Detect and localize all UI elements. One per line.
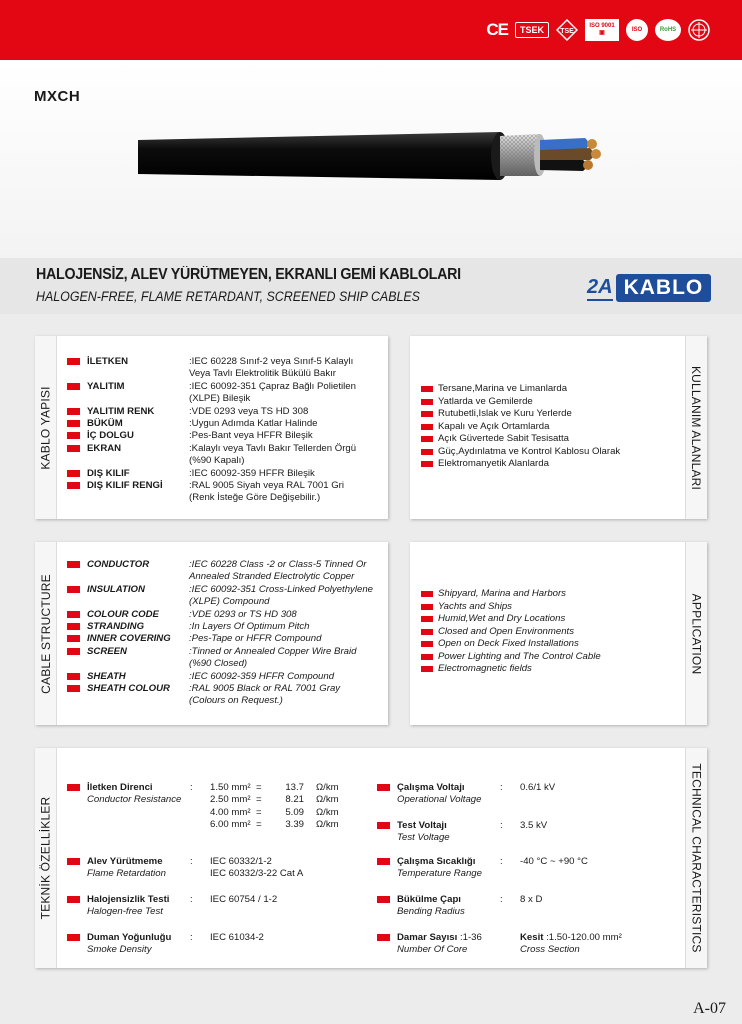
- usage-list-item: [438, 663, 601, 676]
- spec-label: EKRAN: [87, 442, 122, 454]
- bullet-marker: [377, 858, 390, 865]
- conductor-resistance-tr: İletken Direnci: [87, 782, 153, 793]
- svg-text:TSE: TSE: [560, 28, 574, 35]
- bullet-marker: [421, 399, 433, 405]
- usage-list-item: [438, 408, 620, 421]
- resistance-value: 8.21: [285, 794, 304, 806]
- usage-list-item: [438, 651, 601, 664]
- resistance-row: [210, 807, 339, 819]
- page-number: A-07: [693, 1000, 726, 1017]
- usage-text: Açık Güvertede Sabit Tesisatta: [438, 433, 570, 444]
- bullet-marker: [377, 784, 390, 791]
- bullet-marker: [67, 470, 80, 477]
- bullet-marker: [67, 623, 80, 630]
- resistance-value: 13.7: [285, 782, 304, 793]
- product-title-en: HALOGEN-FREE, FLAME RETARDANT, SCREENED SHIP CABLES: [36, 289, 420, 304]
- bullet-marker: [67, 383, 80, 390]
- bending-radius: [397, 894, 465, 919]
- rohs-badge: RoHS: [655, 19, 681, 41]
- resistance-row: [210, 782, 339, 794]
- smoke-value: IEC 61034-2: [210, 932, 264, 943]
- resistance-equals: =: [256, 794, 262, 806]
- bullet-marker: [67, 420, 80, 427]
- brand-number: 2A: [587, 276, 613, 301]
- spec-label: YALITIM RENK: [87, 405, 155, 417]
- spec-value: :Uygun Adımda Katlar Halinde: [189, 418, 318, 429]
- iso-circle-badge: ISO: [626, 19, 648, 41]
- iso9001-badge: ISO 9001 ▣: [585, 19, 619, 41]
- voltage-en: Operational Voltage: [397, 794, 482, 806]
- technical-panel: [35, 748, 707, 968]
- usage-list-item: [438, 626, 601, 639]
- test-voltage-value: 3.5 kV: [520, 820, 548, 831]
- spec-value: :IEC 60228 Sınıf-2 veya Sınıf-5 Kalaylı: [189, 356, 354, 367]
- spec-value: :Tinned or Annealed Copper Wire Braid: [189, 645, 357, 657]
- voltage-value: 0.6/1 kV: [520, 782, 556, 793]
- resistance-row: [210, 794, 339, 806]
- bullet-marker: [421, 436, 433, 442]
- spec-value: Veya Tavlı Elektrolitik Bükülü Bakır: [189, 368, 336, 380]
- flame-retardation: [87, 856, 166, 881]
- bullet-marker: [67, 445, 80, 452]
- temperature-tr: Çalışma Sıcaklığı: [397, 856, 476, 867]
- kablo-yapisi-side: [35, 336, 57, 519]
- smoke-en: Smoke Density: [87, 944, 152, 956]
- colon: :: [500, 856, 503, 867]
- resistance-table: [210, 782, 339, 832]
- spec-label: SHEATH: [87, 670, 126, 682]
- spec-value: (%90 Kapalı): [189, 455, 245, 467]
- cores-tr: Damar Sayısı: [397, 932, 458, 943]
- spec-label: SCREEN: [87, 645, 127, 657]
- spec-value: :VDE 0293 veya TS HD 308: [189, 405, 309, 417]
- ce-mark-icon: CE: [486, 20, 508, 39]
- resistance-row: [210, 819, 339, 831]
- colon: :: [190, 782, 193, 793]
- usage-text: Elektromanyetik Alanlarda: [438, 458, 549, 469]
- spec-value: :RAL 9005 Black or RAL 7001 Gray: [189, 683, 341, 694]
- tse-mark-icon: [556, 19, 578, 41]
- temperature-range: [397, 856, 482, 881]
- resistance-unit: Ω/km: [316, 819, 339, 831]
- bullet-marker: [67, 586, 80, 593]
- test-voltage: [397, 820, 450, 845]
- bullet-marker: [67, 561, 80, 568]
- bullet-marker: [421, 666, 433, 672]
- kullanim-alanlari-side: [685, 336, 707, 519]
- colon: :: [190, 894, 193, 905]
- test-voltage-en: Test Voltage: [397, 832, 450, 844]
- bending-tr: Bükülme Çapı: [397, 894, 461, 905]
- spec-label: DIŞ KILIF: [87, 467, 130, 479]
- section-tr: Kesit: [520, 932, 544, 943]
- bending-en: Bending Radius: [397, 906, 465, 918]
- technical-label-tr: TEKNİK ÖZELLİKLER: [38, 796, 53, 920]
- resistance-unit: Ω/km: [316, 782, 339, 793]
- usage-text: Rutubetli,Islak ve Kuru Yerlerde: [438, 408, 572, 419]
- kablo-yapisi-panel: [35, 336, 388, 519]
- brand-name: KABLO: [616, 274, 712, 302]
- certification-logos: [486, 19, 710, 41]
- number-of-core: [397, 932, 482, 957]
- application-side: [685, 542, 707, 725]
- technical-side-left: [35, 748, 57, 968]
- smoke-tr: Duman Yoğunluğu: [87, 932, 172, 943]
- spec-label: YALITIM: [87, 380, 125, 392]
- section-en: Cross Section: [520, 944, 580, 956]
- spec-value: (Colours on Request.): [189, 695, 283, 707]
- spec-value: :IEC 60092-351 Çapraz Bağlı Polietilen: [189, 380, 356, 392]
- usage-text: Tersane,Marina ve Limanlarda: [438, 383, 568, 394]
- product-title-tr: HALOJENSİZ, ALEV YÜRÜTMEYEN, EKRANLI GEMİ KABLOLARI: [36, 266, 461, 283]
- usage-text: Electromagnetic fields: [438, 663, 532, 674]
- bullet-marker: [67, 482, 80, 489]
- technical-label-en: TECHNICAL CHARACTERISTICS: [689, 763, 704, 953]
- bullet-marker: [421, 641, 433, 647]
- usage-list-item: [438, 446, 620, 459]
- spec-value: :Pes-Bant veya HFFR Bileşik: [189, 430, 313, 442]
- flame-values: [210, 856, 303, 881]
- technical-side-right: [685, 748, 707, 968]
- resistance-value: 3.39: [285, 819, 304, 831]
- bullet-marker: [421, 449, 433, 455]
- cross-section: [520, 932, 622, 957]
- usage-list-item: [438, 613, 601, 626]
- spec-value: :Pes-Tape or HFFR Compound: [189, 633, 322, 645]
- bullet-marker: [421, 654, 433, 660]
- bullet-marker: [421, 424, 433, 430]
- bullet-marker: [67, 934, 80, 941]
- bullet-marker: [67, 858, 80, 865]
- usage-text: Power Lighting and The Control Cable: [438, 650, 601, 662]
- cable-illustration: [0, 60, 742, 260]
- bullet-marker: [67, 611, 80, 618]
- conductor-resistance-en: Conductor Resistance: [87, 794, 182, 806]
- bullet-marker: [67, 408, 80, 415]
- spec-label: İLETKEN: [87, 356, 129, 367]
- flame-value-1: IEC 60332/1-2: [210, 856, 272, 867]
- flame-en: Flame Retardation: [87, 868, 166, 880]
- halogen-en: Halogen-free Test: [87, 906, 163, 918]
- usage-list-item: [438, 638, 601, 651]
- temperature-value: -40 °C ~ +90 °C: [520, 856, 588, 867]
- spec-label: SHEATH COLOUR: [87, 683, 170, 694]
- colon: :: [500, 782, 503, 793]
- spec-value: (%90 Closed): [189, 658, 248, 670]
- flame-value-2: IEC 60332/3-22 Cat A: [210, 868, 304, 880]
- bullet-marker: [67, 673, 80, 680]
- bullet-marker: [421, 629, 433, 635]
- spec-label: İÇ DOLGU: [87, 430, 134, 442]
- kullanim-alanlari-panel: [410, 336, 707, 519]
- kullanim-alanlari-label: KULLANIM ALANLARI: [689, 365, 704, 490]
- usage-list-item: [438, 588, 601, 601]
- bullet-marker: [421, 604, 433, 610]
- usage-text: Shipyard, Marina and Harbors: [438, 588, 566, 599]
- resistance-size: 1.50 mm²: [210, 782, 251, 793]
- bullet-marker: [67, 635, 80, 642]
- temperature-en: Temperature Range: [397, 868, 482, 880]
- model-name: MXCH: [34, 88, 81, 105]
- usage-list-item: [438, 601, 601, 614]
- resistance-size: 2.50 mm²: [210, 794, 251, 806]
- halogen-tr: Halojensizlik Testi: [87, 894, 170, 905]
- kablo-yapisi-label: KABLO YAPISI: [38, 385, 53, 470]
- usage-text: Closed and Open Environments: [438, 625, 574, 637]
- spec-value: :In Layers Of Optimum Pitch: [189, 621, 310, 632]
- tsek-mark: TSEK: [515, 22, 549, 38]
- usage-list-item: [438, 383, 620, 396]
- resistance-unit: Ω/km: [316, 794, 339, 806]
- bullet-marker: [421, 616, 433, 622]
- bullet-marker: [421, 591, 433, 597]
- resistance-value: 5.09: [285, 806, 304, 818]
- usage-list-item: [438, 458, 620, 471]
- spec-value: :Kalaylı veya Tavlı Bakır Tellerden Örgü: [189, 442, 357, 454]
- operational-voltage: [397, 782, 481, 807]
- bullet-marker: [421, 461, 433, 467]
- bending-value: 8 x D: [520, 894, 543, 905]
- resistance-equals: =: [256, 782, 262, 793]
- halogen-value: IEC 60754 / 1-2: [210, 894, 278, 905]
- spec-value: Annealed Stranded Electrolytic Copper: [189, 571, 355, 583]
- cable-structure-label: CABLE STRUCTURE: [38, 573, 53, 694]
- spec-label: CONDUCTOR: [87, 559, 150, 570]
- bullet-marker: [421, 411, 433, 417]
- spec-label: BÜKÜM: [87, 418, 123, 429]
- colon: :: [190, 856, 193, 867]
- spec-value: :IEC 60092-359 HFFR Bileşik: [189, 467, 315, 479]
- colon: :: [190, 932, 193, 943]
- bullet-marker: [377, 934, 390, 941]
- cores-en: Number Of Core: [397, 944, 468, 956]
- product-photo-area: [0, 60, 742, 260]
- colon: :: [500, 894, 503, 905]
- halogen-test: [87, 894, 169, 919]
- usage-list-item: [438, 433, 620, 446]
- ts-emblem-icon: [688, 19, 710, 41]
- cable-structure-panel: [35, 542, 388, 725]
- bullet-marker: [377, 822, 390, 829]
- usage-text: Güç,Aydınlatma ve Kontrol Kablosu Olarak: [438, 445, 621, 457]
- cable-structure-side: [35, 542, 57, 725]
- usage-list-item: [438, 421, 620, 434]
- spec-value: :RAL 9005 Siyah veya RAL 7001 Gri: [189, 480, 345, 491]
- flame-tr: Alev Yürütmeme: [87, 856, 163, 867]
- application-panel: [410, 542, 707, 725]
- header-bar: [0, 0, 742, 60]
- bullet-marker: [67, 358, 80, 365]
- test-voltage-tr: Test Voltajı: [397, 820, 447, 831]
- bullet-marker: [67, 896, 80, 903]
- bullet-marker: [67, 648, 80, 655]
- cores-value: :1-36: [459, 932, 482, 943]
- bullet-marker: [421, 386, 433, 392]
- usage-text: Yachts and Ships: [438, 600, 512, 612]
- spec-label: DIŞ KILIF RENGİ: [87, 480, 163, 491]
- resistance-equals: =: [256, 819, 262, 831]
- colon: :: [500, 820, 503, 831]
- bullet-marker: [377, 896, 390, 903]
- usage-text: Humid,Wet and Dry Locations: [438, 613, 566, 624]
- spec-label: COLOUR CODE: [87, 608, 159, 620]
- spec-value: (XLPE) Compound: [189, 596, 270, 608]
- smoke-density: [87, 932, 171, 957]
- spec-value: (Renk İsteğe Göre Değişebilir.): [189, 492, 321, 504]
- spec-label: STRANDING: [87, 621, 145, 632]
- resistance-size: 6.00 mm²: [210, 819, 251, 831]
- usage-list-item: [438, 396, 620, 409]
- usage-text: Open on Deck Fixed Installations: [438, 638, 579, 649]
- resistance-unit: Ω/km: [316, 806, 339, 818]
- voltage-tr: Çalışma Voltajı: [397, 782, 465, 793]
- spec-label: INSULATION: [87, 583, 145, 595]
- bullet-marker: [67, 784, 80, 791]
- bullet-marker: [67, 432, 80, 439]
- spec-value: :IEC 60228 Class -2 or Class-5 Tinned Or: [189, 559, 367, 570]
- spec-value: :IEC 60092-359 HFFR Compound: [189, 670, 335, 682]
- spec-value: :IEC 60092-351 Cross-Linked Polyethylene: [189, 583, 373, 595]
- resistance-size: 4.00 mm²: [210, 806, 251, 818]
- usage-text: Yatlarda ve Gemilerde: [438, 395, 533, 407]
- bullet-marker: [67, 685, 80, 692]
- section-value: :1.50-120.00 mm²: [546, 932, 622, 943]
- spec-value: (XLPE) Bileşik: [189, 393, 251, 405]
- brand-logo: [587, 273, 711, 303]
- conductor-resistance: [87, 782, 181, 807]
- usage-text: Kapalı ve Açık Ortamlarda: [438, 420, 550, 432]
- resistance-equals: =: [256, 806, 262, 818]
- spec-value: :VDE 0293 or TS HD 308: [189, 608, 297, 620]
- spec-label: INNER COVERING: [87, 633, 171, 645]
- application-label: APPLICATION: [689, 593, 704, 674]
